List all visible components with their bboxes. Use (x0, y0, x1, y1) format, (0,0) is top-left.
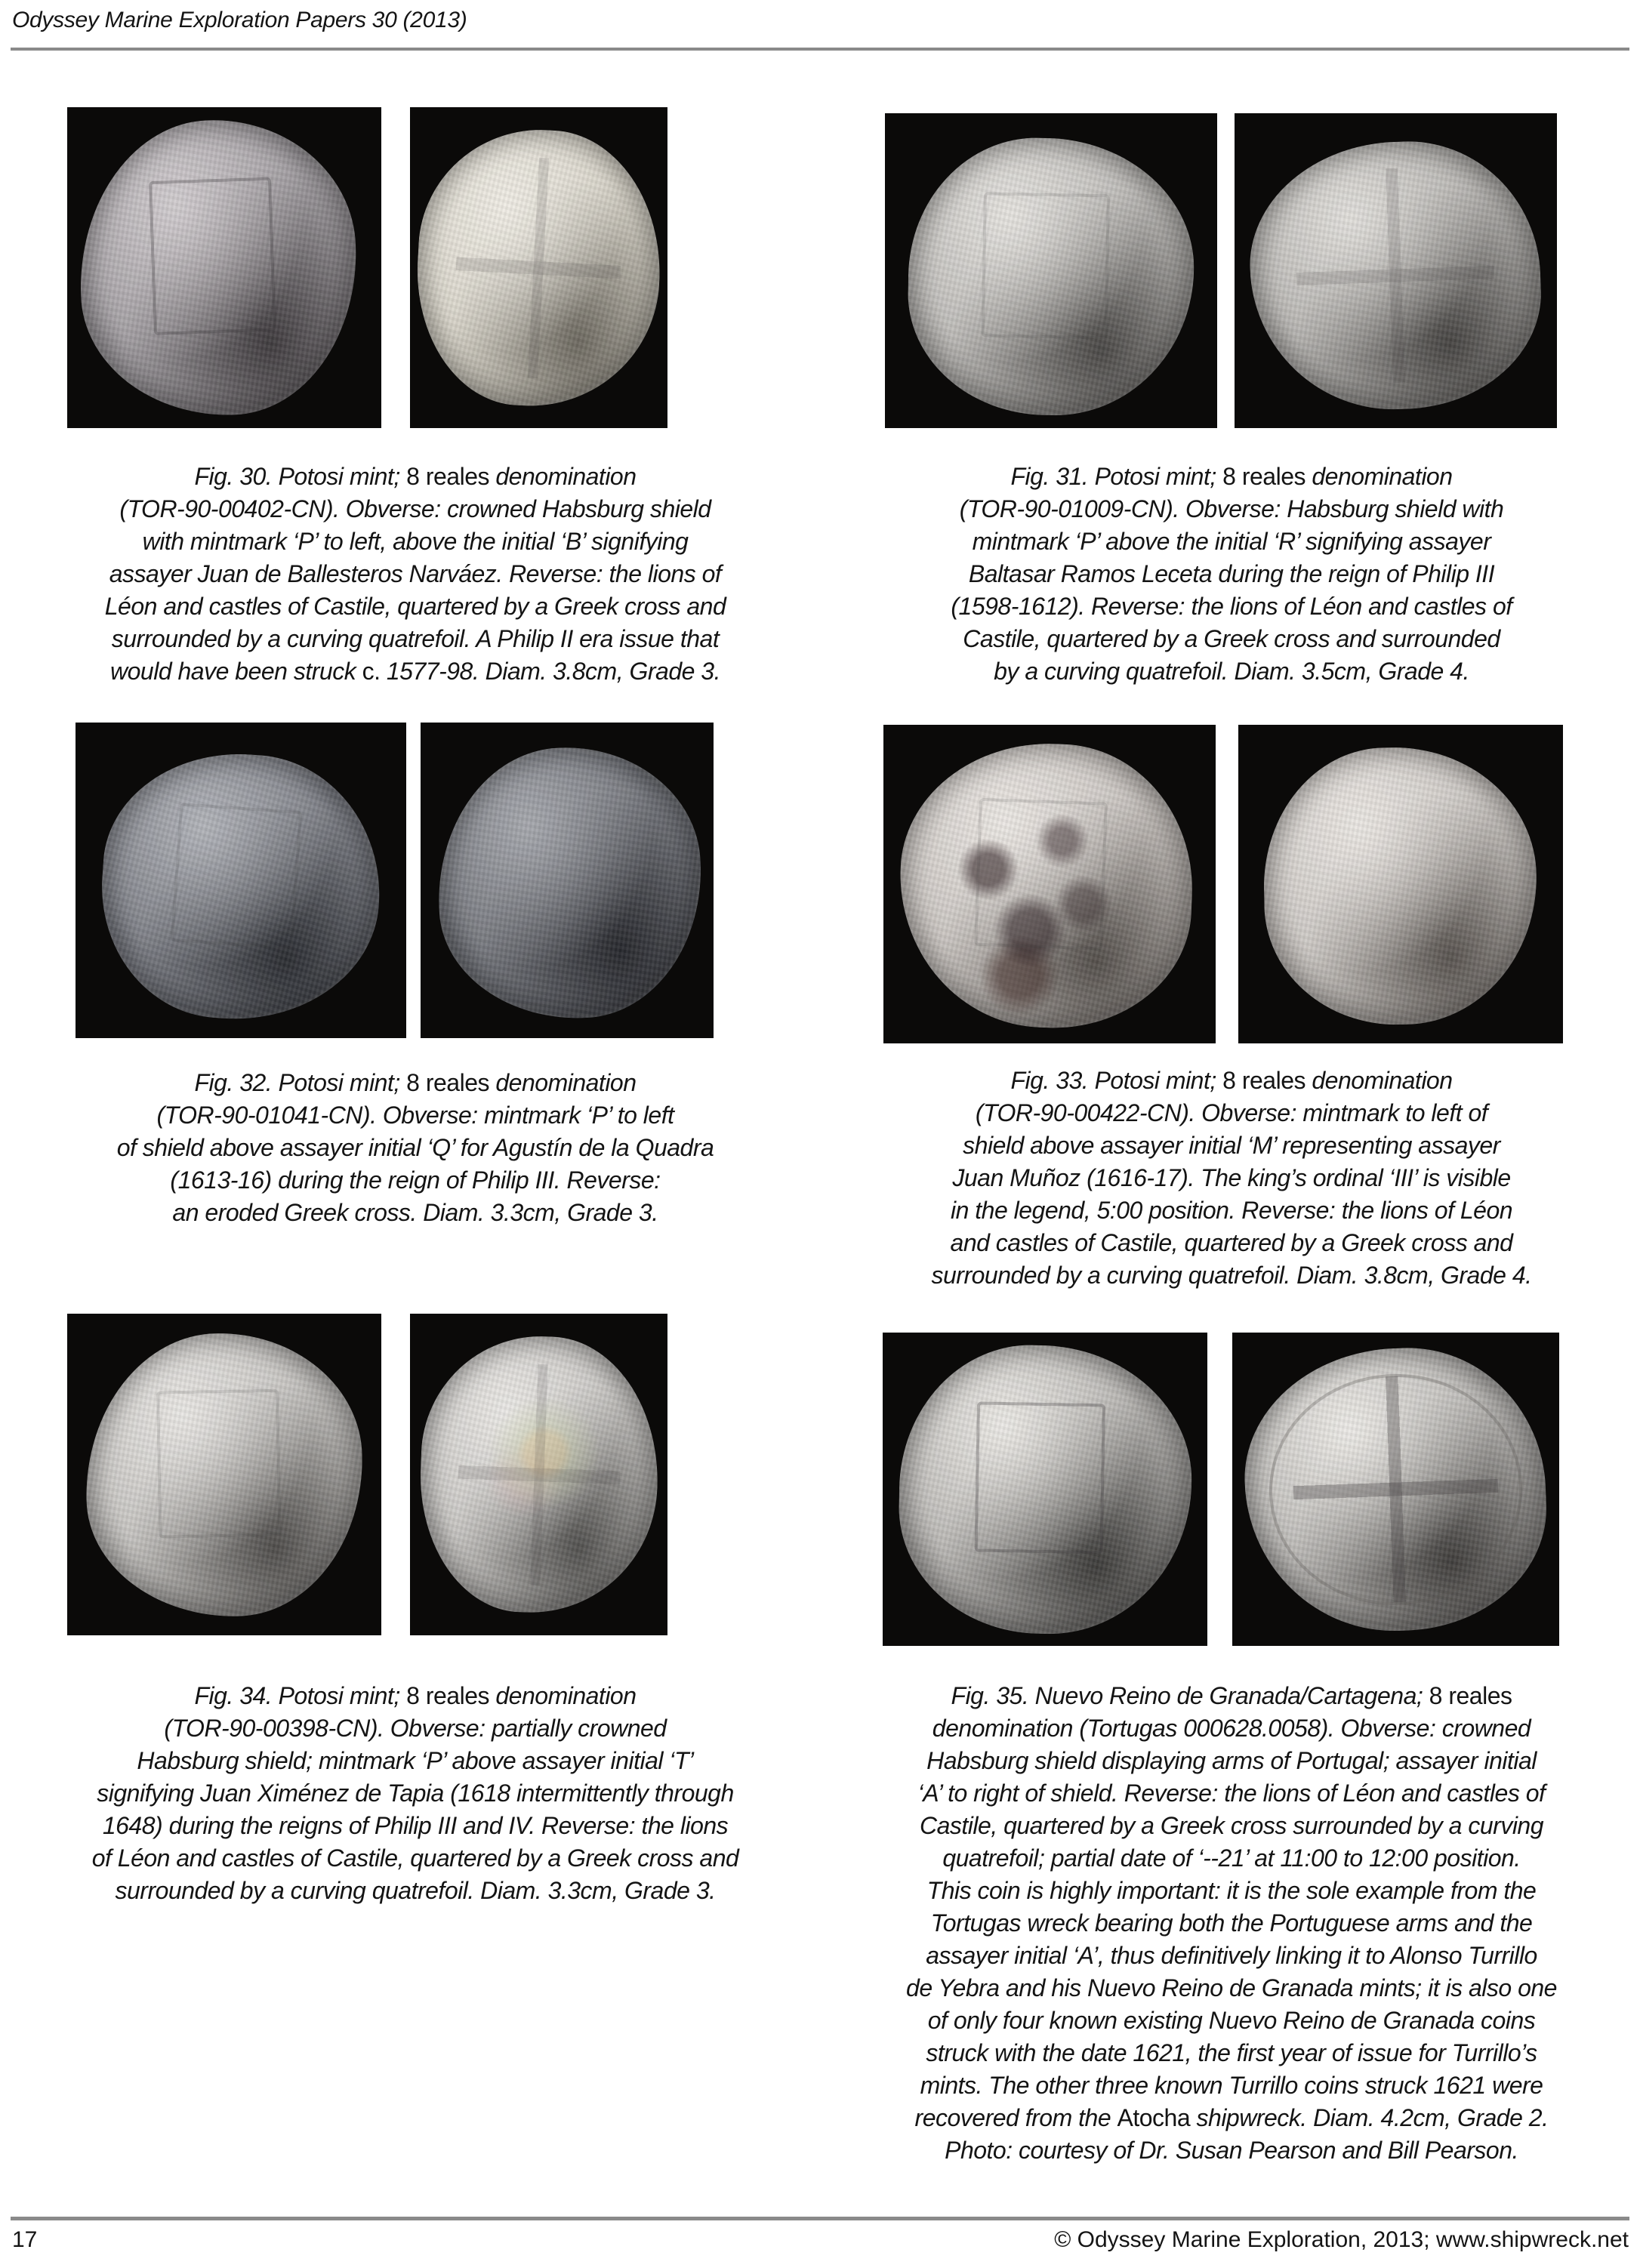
caption-line: Juan Muñoz (1616-17). The king’s ordinal ‘III’ is visible (952, 1164, 1511, 1191)
caption-line: Castile, quartered by a Greek cross and surrounded (963, 625, 1500, 652)
fig34-caption (23, 1680, 808, 1907)
fig30-obverse-coin (75, 116, 362, 421)
fig34-obverse-coin (84, 1330, 365, 1618)
caption-line: with mintmark ‘P’ to left, above the initial ‘B’ signifying (142, 528, 689, 555)
fig32-reverse-coin (431, 741, 709, 1026)
caption-line: and castles of Castile, quartered by a Greek cross and (950, 1229, 1513, 1256)
fig35-reverse-photo (1232, 1333, 1559, 1646)
caption-line: Fig. 31. Potosi mint; 8 reales denomination (1010, 463, 1453, 490)
caption-line: Baltasar Ramos Leceta during the reign of Philip III (968, 560, 1495, 587)
fig34-reverse-photo (410, 1314, 667, 1635)
caption-line: assayer Juan de Ballesteros Narváez. Reverse: the lions of (109, 560, 722, 587)
fig32-caption (23, 1067, 808, 1229)
figure-31 (828, 113, 1635, 698)
fig33-reverse-coin (1262, 744, 1540, 1026)
fig34-reverse-coin (415, 1332, 661, 1616)
fig31-reverse-photo (1235, 113, 1557, 428)
caption-line: struck with the date 1621, the first year of issue for Turrillo’s (926, 2039, 1537, 2066)
fig32-obverse-photo (76, 723, 406, 1038)
fig33-caption (828, 1065, 1635, 1292)
quatrefoil-ring (1265, 1370, 1526, 1610)
caption-line: shield above assayer initial ‘M’ representing assayer (963, 1132, 1500, 1159)
footer-page-number: 17 (12, 2227, 38, 2252)
caption-line: of Léon and castles of Castile, quartered by a Greek cross and (91, 1844, 739, 1872)
fig33-obverse-coin (896, 739, 1198, 1033)
caption-line: (1598-1612). Reverse: the lions of Léon and castles of (951, 593, 1512, 620)
caption-line: (TOR-90-01009-CN). Obverse: Habsburg shield with (959, 495, 1504, 522)
caption-line: ‘A’ to right of shield. Reverse: the lions of Léon and castles of (917, 1780, 1546, 1807)
caption-line: mints. The other three known Turrillo coins struck 1621 were (920, 2072, 1543, 2099)
caption-line: mintmark ‘P’ above the initial ‘R’ signifying assayer (972, 528, 1491, 555)
fig30-reverse-photo (410, 107, 667, 428)
caption-line: surrounded by a curving quatrefoil. A Philip II era issue that (111, 625, 720, 652)
fig33-obverse-photo (883, 725, 1216, 1043)
fig31-obverse-photo (885, 113, 1217, 428)
caption-line: by a curving quatrefoil. Diam. 3.5cm, Grade 4. (994, 658, 1469, 685)
caption-line: (1613-16) during the reign of Philip III. Reverse: (170, 1166, 661, 1194)
caption-line: recovered from the Atocha shipwreck. Diam. 4.2cm, Grade 2. (914, 2104, 1549, 2131)
footer-rule (11, 2217, 1629, 2220)
caption-line: This coin is highly important: it is the sole example from the (926, 1877, 1537, 1904)
figure-34 (23, 1314, 808, 1918)
caption-line: Léon and castles of Castile, quartered by a Greek cross and (104, 593, 726, 620)
caption-line: of only four known existing Nuevo Reino de Granada coins (927, 2007, 1536, 2034)
header-rule (11, 48, 1629, 51)
fig31-obverse-coin (906, 136, 1197, 418)
fig35-obverse-photo (883, 1333, 1207, 1646)
caption-line: an eroded Greek cross. Diam. 3.3cm, Grade 3. (172, 1199, 658, 1226)
caption-line: Fig. 35. Nuevo Reino de Granada/Cartagena; 8 reales (951, 1682, 1512, 1709)
fig30-obverse-photo (67, 107, 381, 428)
fig35-caption (828, 1680, 1635, 2167)
caption-line: 1648) during the reigns of Philip III and IV. Reverse: the lions (102, 1812, 729, 1839)
caption-line: Fig. 32. Potosi mint; 8 reales denomination (194, 1069, 637, 1096)
caption-line: would have been struck c. 1577-98. Diam. 3.8cm, Grade 3. (110, 658, 720, 685)
caption-line: (TOR-90-00398-CN). Obverse: partially crowned (164, 1715, 667, 1742)
caption-line: assayer initial ‘A’, thus definitively linking it to Alonso Turrillo (926, 1942, 1537, 1969)
caption-line: signifying Juan Ximénez de Tapia (1618 intermittently through (97, 1780, 734, 1807)
fig34-obverse-photo (67, 1314, 381, 1635)
fig32-obverse-coin (93, 744, 389, 1028)
caption-line: de Yebra and his Nuevo Reino de Granada mints; it is also one (906, 1974, 1557, 2001)
caption-line: Tortugas wreck bearing both the Portuguese arms and the (930, 1909, 1533, 1937)
caption-line: Photo: courtesy of Dr. Susan Pearson and Bill Pearson. (945, 2137, 1518, 2164)
page-header-title: Odyssey Marine Exploration Papers 30 (2013) (12, 8, 467, 32)
caption-line: (TOR-90-00402-CN). Obverse: crowned Habsburg shield (119, 495, 711, 522)
caption-line: Habsburg shield; mintmark ‘P’ above assayer initial ‘T’ (137, 1747, 694, 1774)
caption-line: quatrefoil; partial date of ‘--21’ at 11:00 to 12:00 position. (942, 1844, 1521, 1872)
caption-line: denomination (Tortugas 000628.0058). Obverse: crowned (932, 1715, 1531, 1742)
figure-32 (23, 723, 808, 1236)
caption-line: surrounded by a curving quatrefoil. Diam. 3.3cm, Grade 3. (115, 1877, 716, 1904)
fig30-reverse-coin (411, 124, 667, 412)
corrosion-spots (896, 739, 1198, 1033)
fig33-reverse-photo (1238, 725, 1563, 1043)
figure-30 (23, 107, 808, 696)
fig35-reverse-coin (1241, 1343, 1551, 1635)
caption-line: Fig. 30. Potosi mint; 8 reales denomination (194, 463, 637, 490)
fig32-reverse-photo (421, 723, 714, 1038)
caption-line: Fig. 34. Potosi mint; 8 reales denomination (194, 1682, 637, 1709)
fig35-obverse-coin (896, 1342, 1194, 1635)
caption-line: Castile, quartered by a Greek cross surrounded by a curving (919, 1812, 1544, 1839)
caption-line: Fig. 33. Potosi mint; 8 reales denomination (1010, 1067, 1453, 1094)
caption-line: Habsburg shield displaying arms of Portugal; assayer initial (926, 1747, 1537, 1774)
fig31-caption (828, 461, 1635, 688)
figure-33 (828, 725, 1635, 1299)
oxide-patch (415, 1332, 661, 1616)
footer-copyright: © Odyssey Marine Exploration, 2013; www.shipwreck.net (1054, 2227, 1629, 2252)
caption-line: surrounded by a curving quatrefoil. Diam. 3.8cm, Grade 4. (931, 1262, 1532, 1289)
fig31-reverse-coin (1246, 137, 1545, 414)
fig30-caption (23, 461, 808, 688)
caption-line: in the legend, 5:00 position. Reverse: the lions of Léon (950, 1197, 1513, 1224)
caption-line: (TOR-90-00422-CN). Obverse: mintmark to left of (975, 1099, 1488, 1126)
caption-line: of shield above assayer initial ‘Q’ for Agustín de la Quadra (116, 1134, 714, 1161)
caption-line: (TOR-90-01041-CN). Obverse: mintmark ‘P’ to left (156, 1102, 674, 1129)
figure-35 (828, 1333, 1635, 2171)
